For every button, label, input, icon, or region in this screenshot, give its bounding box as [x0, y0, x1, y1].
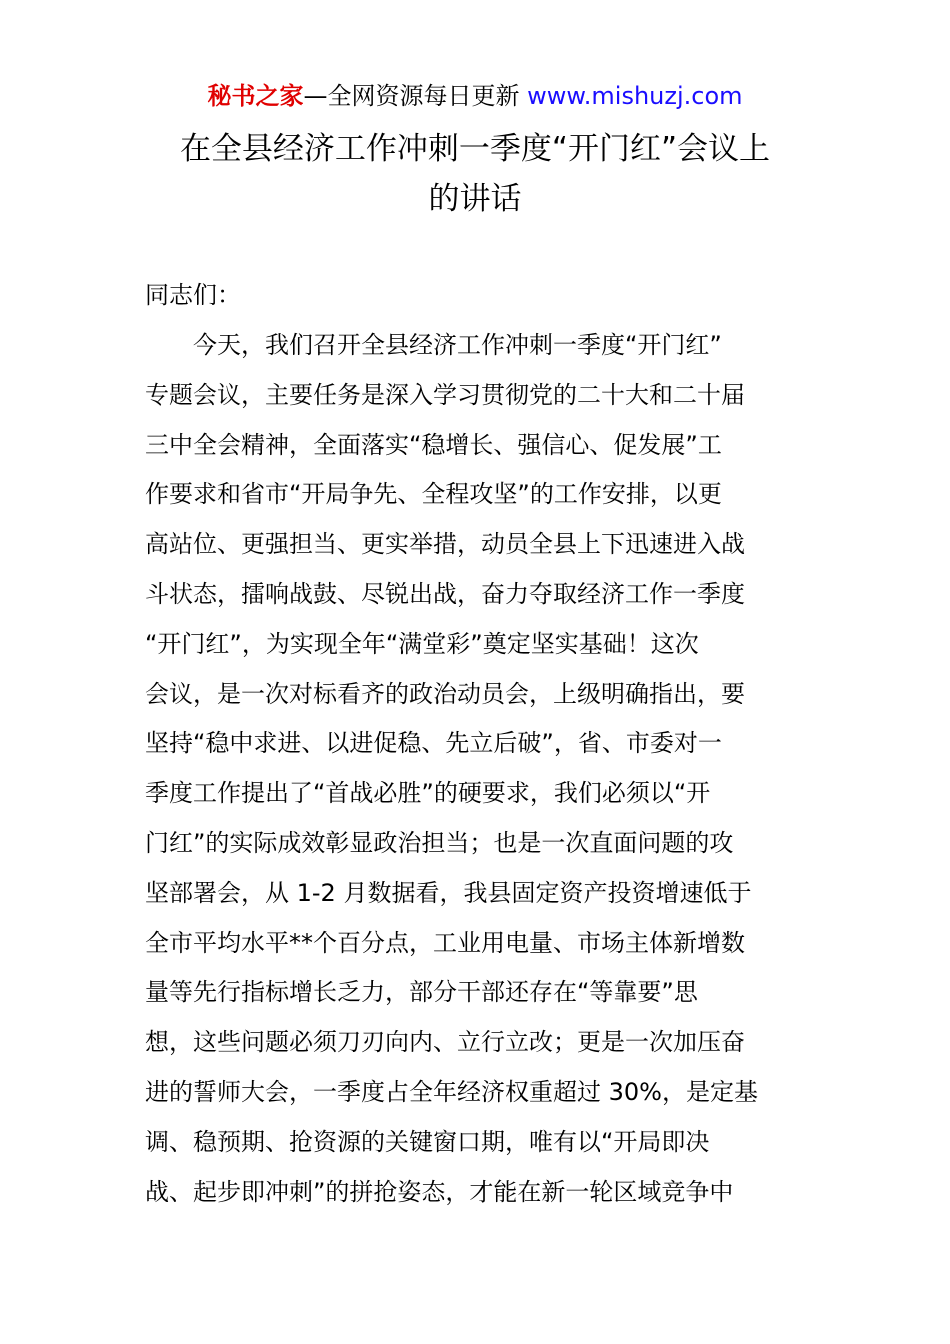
site-header [0, 80, 950, 112]
paragraph-line: 坚持“稳中求进、以进促稳、先立后破”，省、市委对一 [145, 729, 722, 758]
paragraph-line: 门红”的实际成效彰显政治担当；也是一次直面问题的攻 [145, 828, 734, 857]
document-title-line-2: 的讲话 [428, 181, 522, 217]
paragraph-line: 全市平均水平**个百分点，工业用电量、市场主体新增数 [145, 928, 745, 957]
salutation: 同志们： [145, 281, 241, 309]
paragraph-line: 进的誓师大会，一季度占全年经济权重超过 30%，是定基 [145, 1077, 758, 1106]
site-tagline: —全网资源每日更新 [303, 82, 520, 110]
paragraph-line: 调、稳预期、抢资源的关键窗口期，唯有以“开局即决 [145, 1127, 710, 1156]
site-url-link[interactable]: www.mishuzj.com [527, 82, 743, 110]
document-title [140, 124, 810, 224]
paragraph-line: “开门红”，为实现全年“满堂彩”奠定坚实基础！这次 [145, 629, 699, 658]
paragraph-line: 高站位、更强担当、更实举措，动员全县上下迅速进入战 [145, 530, 745, 559]
paragraph-line: 坚部署会，从 1-2 月数据看，我县固定资产投资增速低于 [145, 878, 752, 907]
paragraph-line: 战、起步即冲刺”的拼抢姿态，才能在新一轮区域竞争中 [145, 1177, 734, 1206]
document-title-line-1: 在全县经济工作冲刺一季度“开门红”会议上 [179, 131, 771, 167]
body-paragraph [145, 321, 810, 1217]
paragraph-line: 斗状态，擂响战鼓、尽锐出战，奋力夺取经济工作一季度 [145, 579, 745, 608]
site-brand: 秘书之家 [207, 82, 304, 110]
paragraph-line: 会议，是一次对标看齐的政治动员会，上级明确指出，要 [145, 679, 745, 708]
paragraph-line: 量等先行指标增长乏力，部分干部还存在“等靠要”思 [145, 978, 698, 1007]
paragraph-line: 今天，我们召开全县经济工作冲刺一季度“开门红” [193, 331, 722, 359]
paragraph-line: 想，这些问题必须刀刃向内、立行立改；更是一次加压奋 [145, 1028, 745, 1057]
paragraph-line: 三中全会精神，全面落实“稳增长、强信心、促发展”工 [145, 430, 722, 459]
paragraph-line: 季度工作提出了“首战必胜”的硬要求，我们必须以“开 [145, 779, 711, 808]
paragraph-line: 专题会议，主要任务是深入学习贯彻党的二十大和二十届 [145, 380, 745, 409]
paragraph-line: 作要求和省市“开局争先、全程攻坚”的工作安排，以更 [145, 480, 722, 509]
